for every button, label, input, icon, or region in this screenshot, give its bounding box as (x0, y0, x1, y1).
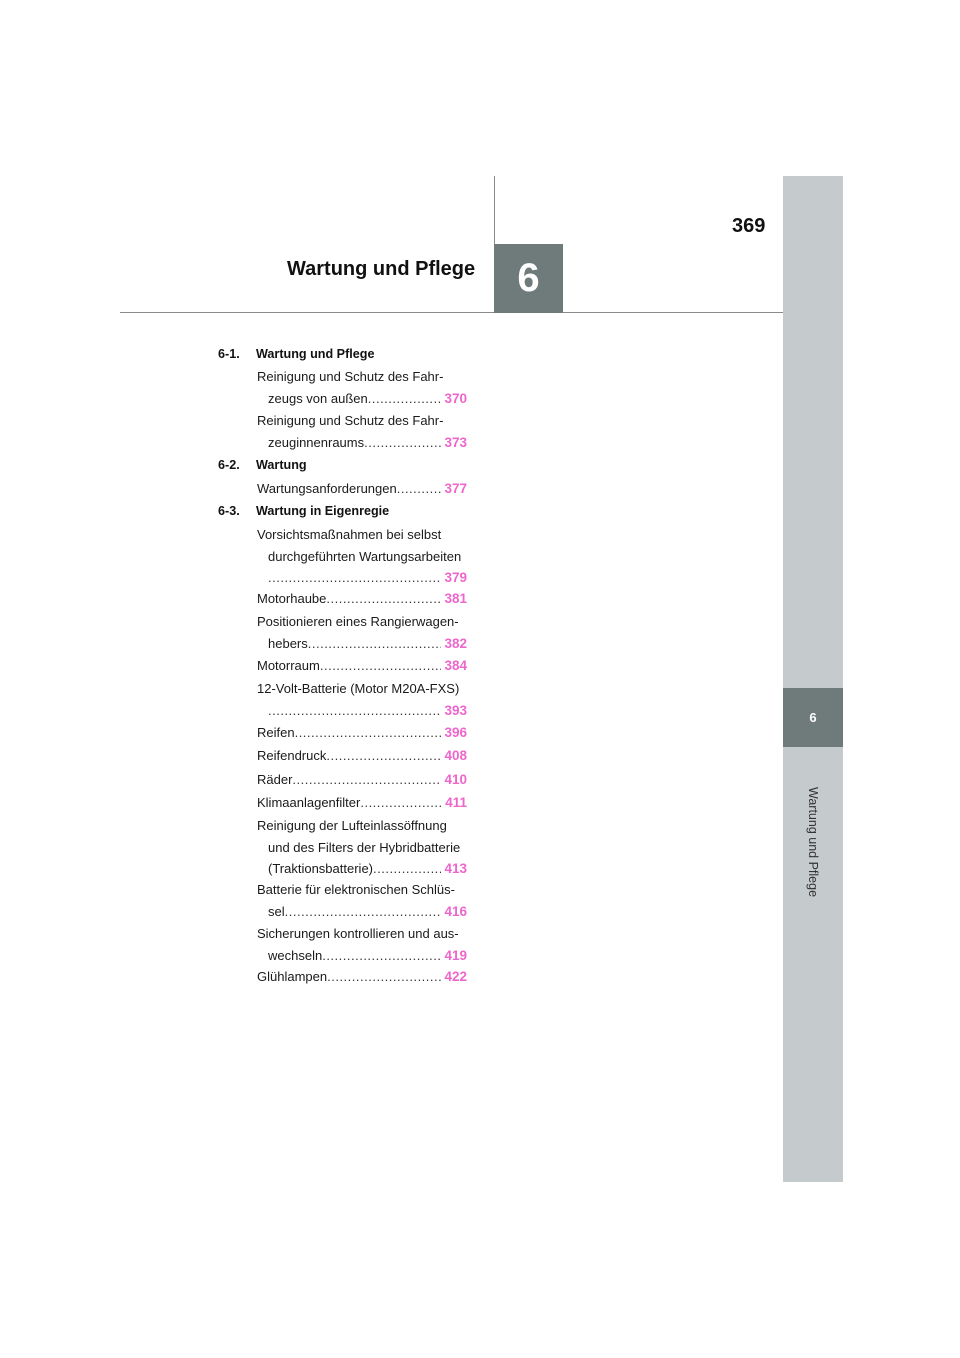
page-link[interactable]: 370 (444, 390, 467, 406)
toc-entry[interactable] (257, 815, 467, 880)
page-link[interactable]: 379 (444, 570, 467, 586)
section-title: Wartung in Eigenregie (256, 504, 390, 518)
entry-text: Wartungsanforderungen (257, 481, 397, 496)
leader-dots (326, 745, 441, 767)
toc-entry[interactable] (257, 524, 467, 589)
entry-text: Klimaanlagenfilter (257, 795, 361, 810)
leader-dots (322, 945, 441, 967)
toc-entry[interactable] (257, 769, 467, 791)
chapter-number-box: 6 (494, 244, 563, 313)
leader-dots (368, 388, 442, 410)
section-number: 6-3. (218, 504, 240, 518)
page-link[interactable]: 410 (444, 772, 467, 787)
page-link[interactable]: 416 (444, 903, 467, 919)
leader-dots (268, 567, 441, 589)
leader-dots (268, 700, 441, 722)
section-number: 6-2. (218, 458, 240, 472)
header-horizontal-rule (120, 312, 783, 313)
toc-entry[interactable] (257, 410, 467, 453)
entry-text: Vorsichtsmaßnahmen bei selbst (257, 527, 442, 542)
page-number: 369 (732, 215, 766, 237)
entry-text: Motorraum (257, 658, 320, 673)
page-link[interactable]: 408 (444, 748, 467, 763)
entry-text: Batterie für elektronischen Schlüs- (257, 882, 455, 897)
leader-dots (326, 588, 441, 610)
entry-text: Reinigung der Lufteinlassöffnung (257, 818, 447, 833)
entry-text: Sicherungen kontrollieren und aus- (257, 926, 459, 941)
section-title: Wartung (256, 458, 307, 472)
entry-text: Räder (257, 772, 293, 787)
entry-text: zeuginnenraums (268, 434, 365, 450)
toc-entry[interactable] (257, 966, 467, 988)
section-number: 6-1. (218, 347, 240, 361)
toc-entry[interactable] (257, 611, 467, 654)
entry-text: (Traktionsbatterie) (268, 861, 373, 877)
chapter-sidebar (783, 176, 843, 1182)
toc-entry[interactable] (257, 722, 467, 744)
section-title: Wartung und Pflege (256, 347, 375, 361)
toc-entry[interactable] (257, 792, 467, 814)
leader-dots (292, 769, 441, 791)
entry-text: 12-Volt-Batterie (Motor M20A-FXS) (257, 681, 460, 696)
entry-text: Positionieren eines Rangierwagen- (257, 614, 459, 629)
page-link[interactable]: 384 (444, 658, 467, 673)
leader-dots (364, 432, 441, 454)
toc-entry[interactable] (257, 655, 467, 677)
page-link[interactable]: 382 (444, 635, 467, 651)
entry-text: sel (268, 903, 285, 919)
entry-text: Glühlampen (257, 969, 328, 984)
header-vertical-rule (494, 176, 495, 244)
sidebar-active-number: 6 (809, 710, 817, 725)
page-link[interactable]: 381 (444, 591, 467, 606)
entry-text: Reifen (257, 725, 295, 740)
sidebar-chapter-label: Wartung und Pflege (806, 787, 820, 898)
entry-text: Reinigung und Schutz des Fahr- (257, 369, 444, 384)
page-link[interactable]: 373 (444, 434, 467, 450)
toc-entry[interactable] (257, 588, 467, 610)
page-link[interactable]: 396 (444, 725, 467, 740)
chapter-title: Wartung und Pflege (287, 258, 476, 280)
leader-dots (308, 633, 442, 655)
toc-entry[interactable] (257, 678, 467, 721)
leader-dots (327, 966, 441, 988)
leader-dots (320, 655, 442, 677)
page-link[interactable]: 422 (444, 969, 467, 984)
toc-entry[interactable] (257, 879, 467, 922)
toc-entry[interactable] (257, 366, 467, 409)
leader-dots (285, 901, 442, 923)
leader-dots (360, 792, 442, 814)
toc-entry[interactable] (257, 478, 467, 500)
entry-text: hebers (268, 635, 308, 651)
entry-text: zeugs von außen (268, 390, 368, 406)
page-link[interactable]: 411 (445, 795, 467, 810)
entry-text: Reinigung und Schutz des Fahr- (257, 413, 444, 428)
entry-text: durchgeführten Wartungsarbeiten (268, 548, 462, 564)
leader-dots (295, 722, 442, 744)
entry-text: Motorhaube (257, 591, 327, 606)
leader-dots (373, 858, 441, 880)
entry-text: Reifendruck (257, 748, 327, 763)
page-link[interactable]: 393 (444, 702, 467, 718)
leader-dots (397, 478, 442, 500)
entry-text: wechseln (268, 947, 323, 963)
entry-text: und des Filters der Hybridbatterie (268, 839, 461, 855)
page-link[interactable]: 413 (444, 861, 467, 877)
toc-entry[interactable] (257, 745, 467, 767)
toc-entry[interactable] (257, 923, 467, 966)
page-link[interactable]: 377 (444, 481, 467, 496)
page-link[interactable]: 419 (444, 947, 467, 963)
